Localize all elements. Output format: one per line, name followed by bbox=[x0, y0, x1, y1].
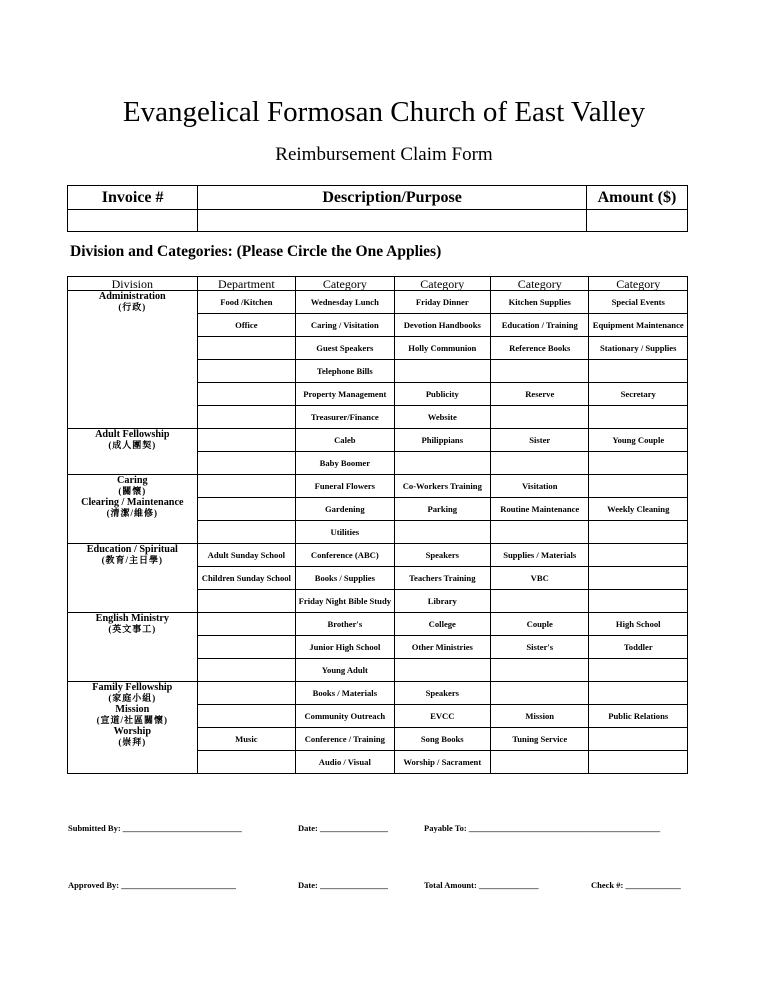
division-name: Education / Spiritual bbox=[86, 544, 178, 555]
department-cell[interactable]: Food /Kitchen bbox=[197, 291, 295, 314]
description-header: Description/Purpose bbox=[198, 186, 587, 210]
category-cell bbox=[394, 659, 490, 682]
category-cell[interactable]: Equipment Maintenance bbox=[589, 314, 688, 337]
category-cell[interactable]: Utilities bbox=[296, 521, 394, 544]
category-cell[interactable]: Community Outreach bbox=[296, 705, 394, 728]
department-cell bbox=[197, 682, 295, 705]
approved-by-line[interactable]: Approved By: ___________________________ bbox=[68, 880, 236, 890]
category-cell[interactable]: Books / Supplies bbox=[296, 567, 394, 590]
department-cell bbox=[197, 429, 295, 452]
category-cell bbox=[589, 360, 688, 383]
category-cell[interactable]: Kitchen Supplies bbox=[491, 291, 589, 314]
table-row bbox=[68, 682, 688, 705]
division-chinese-name: (家庭小組) bbox=[108, 693, 157, 703]
department-cell bbox=[197, 751, 295, 774]
category-cell[interactable]: Sister's bbox=[491, 636, 589, 659]
table-row bbox=[68, 291, 688, 314]
category-cell[interactable]: Sister bbox=[491, 429, 589, 452]
category-column-header: Category bbox=[296, 277, 394, 291]
category-cell bbox=[491, 452, 589, 475]
department-cell[interactable]: Adult Sunday School bbox=[197, 544, 295, 567]
category-cell[interactable]: Reference Books bbox=[491, 337, 589, 360]
division-chinese-name: (崇拜) bbox=[118, 737, 147, 747]
department-cell bbox=[197, 383, 295, 406]
division-cell-english bbox=[68, 613, 198, 682]
category-column-header: Category bbox=[491, 277, 589, 291]
category-cell[interactable]: VBC bbox=[491, 567, 589, 590]
category-cell[interactable]: Young Couple bbox=[589, 429, 688, 452]
department-cell bbox=[197, 406, 295, 429]
department-cell[interactable]: Children Sunday School bbox=[197, 567, 295, 590]
division-name: Caring bbox=[117, 475, 148, 486]
department-cell bbox=[197, 475, 295, 498]
category-cell bbox=[394, 452, 490, 475]
category-cell[interactable]: Speakers bbox=[394, 682, 490, 705]
category-cell[interactable]: College bbox=[394, 613, 490, 636]
department-cell bbox=[197, 705, 295, 728]
table-row bbox=[68, 475, 688, 498]
category-cell bbox=[589, 659, 688, 682]
division-cell-caring bbox=[68, 475, 198, 544]
category-cell bbox=[394, 521, 490, 544]
category-cell[interactable]: Publicity bbox=[394, 383, 490, 406]
department-cell bbox=[197, 521, 295, 544]
division-name: Mission bbox=[115, 704, 150, 715]
invoice-number-header: Invoice # bbox=[68, 186, 198, 210]
category-cell bbox=[589, 728, 688, 751]
category-cell[interactable]: Conference (ABC) bbox=[296, 544, 394, 567]
category-cell bbox=[589, 544, 688, 567]
division-chinese-name: (行政) bbox=[118, 302, 147, 312]
category-cell[interactable]: Visitation bbox=[491, 475, 589, 498]
category-cell[interactable]: Treasurer/Finance bbox=[296, 406, 394, 429]
category-cell[interactable]: Brother's bbox=[296, 613, 394, 636]
category-cell[interactable]: Special Events bbox=[589, 291, 688, 314]
invoice-table bbox=[67, 185, 688, 232]
category-cell bbox=[589, 567, 688, 590]
department-column-header: Department bbox=[197, 277, 295, 291]
category-cell[interactable]: Books / Materials bbox=[296, 682, 394, 705]
table-row bbox=[68, 613, 688, 636]
department-cell bbox=[197, 360, 295, 383]
category-cell bbox=[589, 521, 688, 544]
category-cell[interactable]: Parking bbox=[394, 498, 490, 521]
division-name: English Ministry bbox=[95, 613, 169, 624]
division-chinese-name: (清潔/維修) bbox=[106, 508, 159, 518]
category-column-header: Category bbox=[394, 277, 490, 291]
category-cell[interactable]: Other Ministries bbox=[394, 636, 490, 659]
department-cell bbox=[197, 613, 295, 636]
check-number-line[interactable]: Check #: _____________ bbox=[591, 880, 681, 890]
approval-date-line[interactable]: Date: ________________ bbox=[298, 880, 388, 890]
category-cell[interactable]: Website bbox=[394, 406, 490, 429]
category-cell bbox=[491, 682, 589, 705]
category-cell bbox=[589, 682, 688, 705]
amount-field[interactable] bbox=[586, 210, 687, 232]
category-table bbox=[67, 276, 688, 774]
division-heading: Division and Categories: (Please Circle the One Applies) bbox=[70, 243, 442, 260]
category-cell[interactable]: Young Adult bbox=[296, 659, 394, 682]
category-cell bbox=[491, 659, 589, 682]
category-cell[interactable]: Weekly Cleaning bbox=[589, 498, 688, 521]
category-cell[interactable]: Baby Boomer bbox=[296, 452, 394, 475]
table-row bbox=[68, 544, 688, 567]
category-cell[interactable]: Friday Dinner bbox=[394, 291, 490, 314]
category-cell bbox=[491, 406, 589, 429]
category-cell[interactable]: Audio / Visual bbox=[296, 751, 394, 774]
category-cell bbox=[589, 475, 688, 498]
division-name: Administration bbox=[98, 291, 166, 302]
department-cell bbox=[197, 498, 295, 521]
category-cell[interactable]: High School bbox=[589, 613, 688, 636]
division-name: Worship bbox=[113, 726, 151, 737]
category-cell[interactable]: Funeral Flowers bbox=[296, 475, 394, 498]
category-cell[interactable]: Worship / Sacrament bbox=[394, 751, 490, 774]
invoice-number-field[interactable] bbox=[68, 210, 198, 232]
division-chinese-name: (關懷) bbox=[118, 486, 147, 496]
department-cell bbox=[197, 659, 295, 682]
category-cell[interactable]: Holly Communion bbox=[394, 337, 490, 360]
submitted-by-line[interactable]: Submitted By: ____________________________ bbox=[68, 823, 242, 833]
division-chinese-name: (教育/主日學) bbox=[101, 555, 164, 565]
division-cell-administration bbox=[68, 291, 198, 429]
division-chinese-name: (英文事工) bbox=[108, 624, 157, 634]
division-name: Clearing / Maintenance bbox=[81, 497, 184, 508]
category-cell[interactable]: Routine Maintenance bbox=[491, 498, 589, 521]
division-cell-family bbox=[68, 682, 198, 774]
category-cell bbox=[491, 360, 589, 383]
category-cell[interactable]: Toddler bbox=[589, 636, 688, 659]
category-cell[interactable]: Devotion Handbooks bbox=[394, 314, 490, 337]
division-name: Adult Fellowship bbox=[95, 429, 170, 440]
division-name: Family Fellowship bbox=[92, 682, 173, 693]
division-cell-adult-fellowship bbox=[68, 429, 198, 475]
category-cell[interactable]: Song Books bbox=[394, 728, 490, 751]
category-cell[interactable]: Mission bbox=[491, 705, 589, 728]
department-cell bbox=[197, 337, 295, 360]
category-cell[interactable]: Education / Training bbox=[491, 314, 589, 337]
category-cell bbox=[491, 521, 589, 544]
total-amount-line[interactable]: Total Amount: ______________ bbox=[424, 880, 539, 890]
category-cell[interactable]: Gardening bbox=[296, 498, 394, 521]
category-cell[interactable]: EVCC bbox=[394, 705, 490, 728]
department-cell bbox=[197, 452, 295, 475]
division-chinese-name: (成人團契) bbox=[108, 440, 157, 450]
category-cell bbox=[589, 452, 688, 475]
division-column-header: Division bbox=[68, 277, 198, 291]
payable-to-line[interactable]: Payable To: _____________________________________________ bbox=[424, 823, 661, 833]
category-cell[interactable]: Co-Workers Training bbox=[394, 475, 490, 498]
category-cell[interactable]: Wednesday Lunch bbox=[296, 291, 394, 314]
category-cell bbox=[589, 751, 688, 774]
form-subtitle: Reimbursement Claim Form bbox=[275, 144, 493, 165]
category-cell[interactable]: Secretary bbox=[589, 383, 688, 406]
division-cell-education bbox=[68, 544, 198, 613]
category-cell[interactable]: Friday Night Bible Study bbox=[296, 590, 394, 613]
category-cell[interactable]: Caring / Visitation bbox=[296, 314, 394, 337]
category-cell[interactable]: Property Management bbox=[296, 383, 394, 406]
category-cell[interactable]: Telephone Bills bbox=[296, 360, 394, 383]
category-cell[interactable]: Tuning Service bbox=[491, 728, 589, 751]
category-cell[interactable]: Public Relations bbox=[589, 705, 688, 728]
category-cell bbox=[491, 590, 589, 613]
category-column-header: Category bbox=[589, 277, 688, 291]
category-cell[interactable]: Conference / Training bbox=[296, 728, 394, 751]
date-line[interactable]: Date: ________________ bbox=[298, 823, 388, 833]
category-cell bbox=[491, 751, 589, 774]
department-cell[interactable]: Music bbox=[197, 728, 295, 751]
category-cell bbox=[589, 590, 688, 613]
category-cell[interactable]: Reserve bbox=[491, 383, 589, 406]
category-cell[interactable]: Library bbox=[394, 590, 490, 613]
department-cell bbox=[197, 590, 295, 613]
category-cell bbox=[394, 360, 490, 383]
category-cell[interactable]: Speakers bbox=[394, 544, 490, 567]
description-field[interactable] bbox=[198, 210, 587, 232]
division-chinese-name: (宣道/社區關懷) bbox=[96, 715, 169, 725]
category-cell[interactable]: Guest Speakers bbox=[296, 337, 394, 360]
page-title: Evangelical Formosan Church of East Valley bbox=[122, 96, 646, 128]
category-cell[interactable]: Philippians bbox=[394, 429, 490, 452]
department-cell bbox=[197, 636, 295, 659]
department-cell[interactable]: Office bbox=[197, 314, 295, 337]
amount-header: Amount ($) bbox=[586, 186, 687, 210]
category-cell[interactable]: Junior High School bbox=[296, 636, 394, 659]
category-cell[interactable]: Caleb bbox=[296, 429, 394, 452]
table-row bbox=[68, 429, 688, 452]
category-cell bbox=[589, 406, 688, 429]
category-cell[interactable]: Stationary / Supplies bbox=[589, 337, 688, 360]
category-cell[interactable]: Supplies / Materials bbox=[491, 544, 589, 567]
category-cell[interactable]: Couple bbox=[491, 613, 589, 636]
category-cell[interactable]: Teachers Training bbox=[394, 567, 490, 590]
